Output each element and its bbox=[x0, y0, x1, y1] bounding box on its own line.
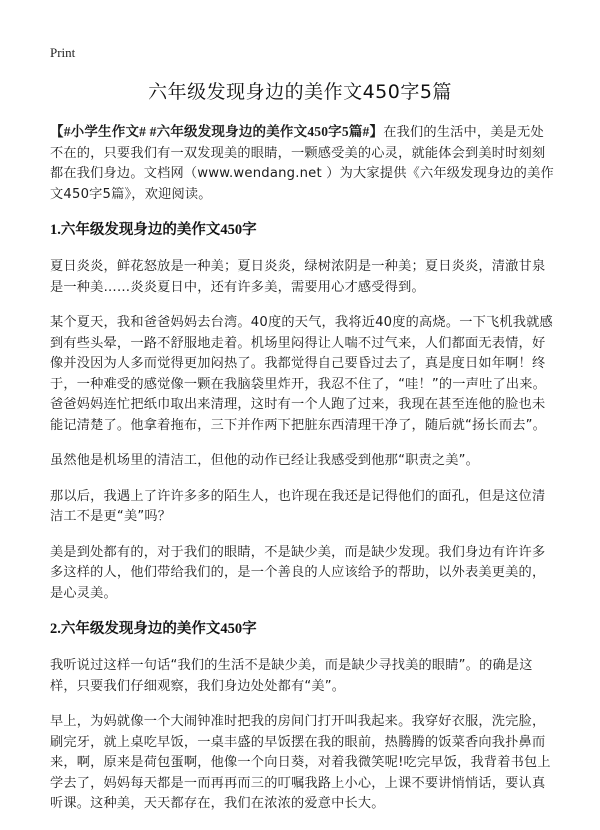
article-body bbox=[50, 122, 555, 830]
section-2-paragraph-2: 早上，为妈就像一个大闹钟准时把我的房间门打开叫我起来。我穿好衣服，洗完脸，刷完牙，就上桌吃早饭，一桌丰盛的早饭摆在我的眼前，热腾腾的饭菜香向我扑鼻而来，啊，原来是荷包蛋啊，他像一个向日葵，对着我微笑呢!吃完早饭，我背着书包上学去了，妈妈每天都是一而再再而三的叮嘱我路上小心，上课不要讲悄悄话，要认真听课。这种美，天天都存在，我们在浓浓的爱意中长大。 bbox=[50, 714, 551, 811]
section-1-paragraph-3: 虽然他是机场里的清洁工，但他的动作已经让我感受到他那“职责之美”。 bbox=[50, 453, 480, 468]
section-2-paragraph-1: 我听说过这样一句话“我们的生活不是缺少美，而是缺少寻找美的眼睛”。的确是这样，只要我们仔细观察，我们身边处处都有“美”。 bbox=[50, 658, 533, 694]
section-1-paragraph-2: 某个夏天，我和爸爸妈妈去台湾。40度的天气，我将近40度的高烧。一下飞机我就感到有些头晕，一路不舒服地走着。机场里闷得让人喘不过气来，人们都面无表情，好像并没因为人多而觉得更加闷热了。我都觉得自己要昏过去了，真是度日如年啊！终于，一种难受的感觉像一颗在我脑袋里炸开，我忍不住了，“哇！”的一声吐了出来。爸爸妈妈连忙把纸巾取出来清理，这时有一个人跑了过来，我现在甚至连他的脸也未能记清楚了。他拿着拖布，三下并作两下把脏东西清理干净了，随后就“扬长而去”。 bbox=[50, 315, 553, 433]
intro-paragraph bbox=[50, 122, 555, 205]
page-title: 六年级发现身边的美作文450字5篇 bbox=[148, 81, 452, 103]
intro-text: 在我们的生活中，美是无处不在的，只要我们有一双发现美的眼睛，一颗感受美的心灵，就能体会到美时时刻刻都在我们身边。文档网（www.wendang.net ）为大家提供《六年级发现身边的美作文450字5篇》，欢迎阅读。 bbox=[50, 125, 554, 202]
section-heading-2: 2.六年级发现身边的美作文450字 bbox=[50, 621, 257, 637]
print-link[interactable]: Print bbox=[50, 45, 76, 60]
section-1-paragraph-5: 美是到处都有的，对于我们的眼睛，不是缺少美，而是缺少发现。我们身边有许许多多这样的人，他们带给我们的，是一个善良的人应该给予的帮助，以外表美更美的，是心灵美。 bbox=[50, 544, 546, 601]
intro-tag-line: 【#小学生作文# #六年级发现身边的美作文450字5篇#】 bbox=[50, 124, 384, 139]
section-1-paragraph-1: 夏日炎炎，鲜花怒放是一种美；夏日炎炎，绿树浓阴是一种美；夏日炎炎，清澈甘泉是一种美……炎炎夏日中，还有许多美，需要用心才感受得到。 bbox=[50, 259, 546, 295]
section-heading-1: 1.六年级发现身边的美作文450字 bbox=[50, 222, 257, 238]
section-1-paragraph-4: 那以后，我遇上了许许多多的陌生人，也许现在我还是记得他们的面孔，但是这位清洁工不是更“美”吗？ bbox=[50, 488, 546, 524]
